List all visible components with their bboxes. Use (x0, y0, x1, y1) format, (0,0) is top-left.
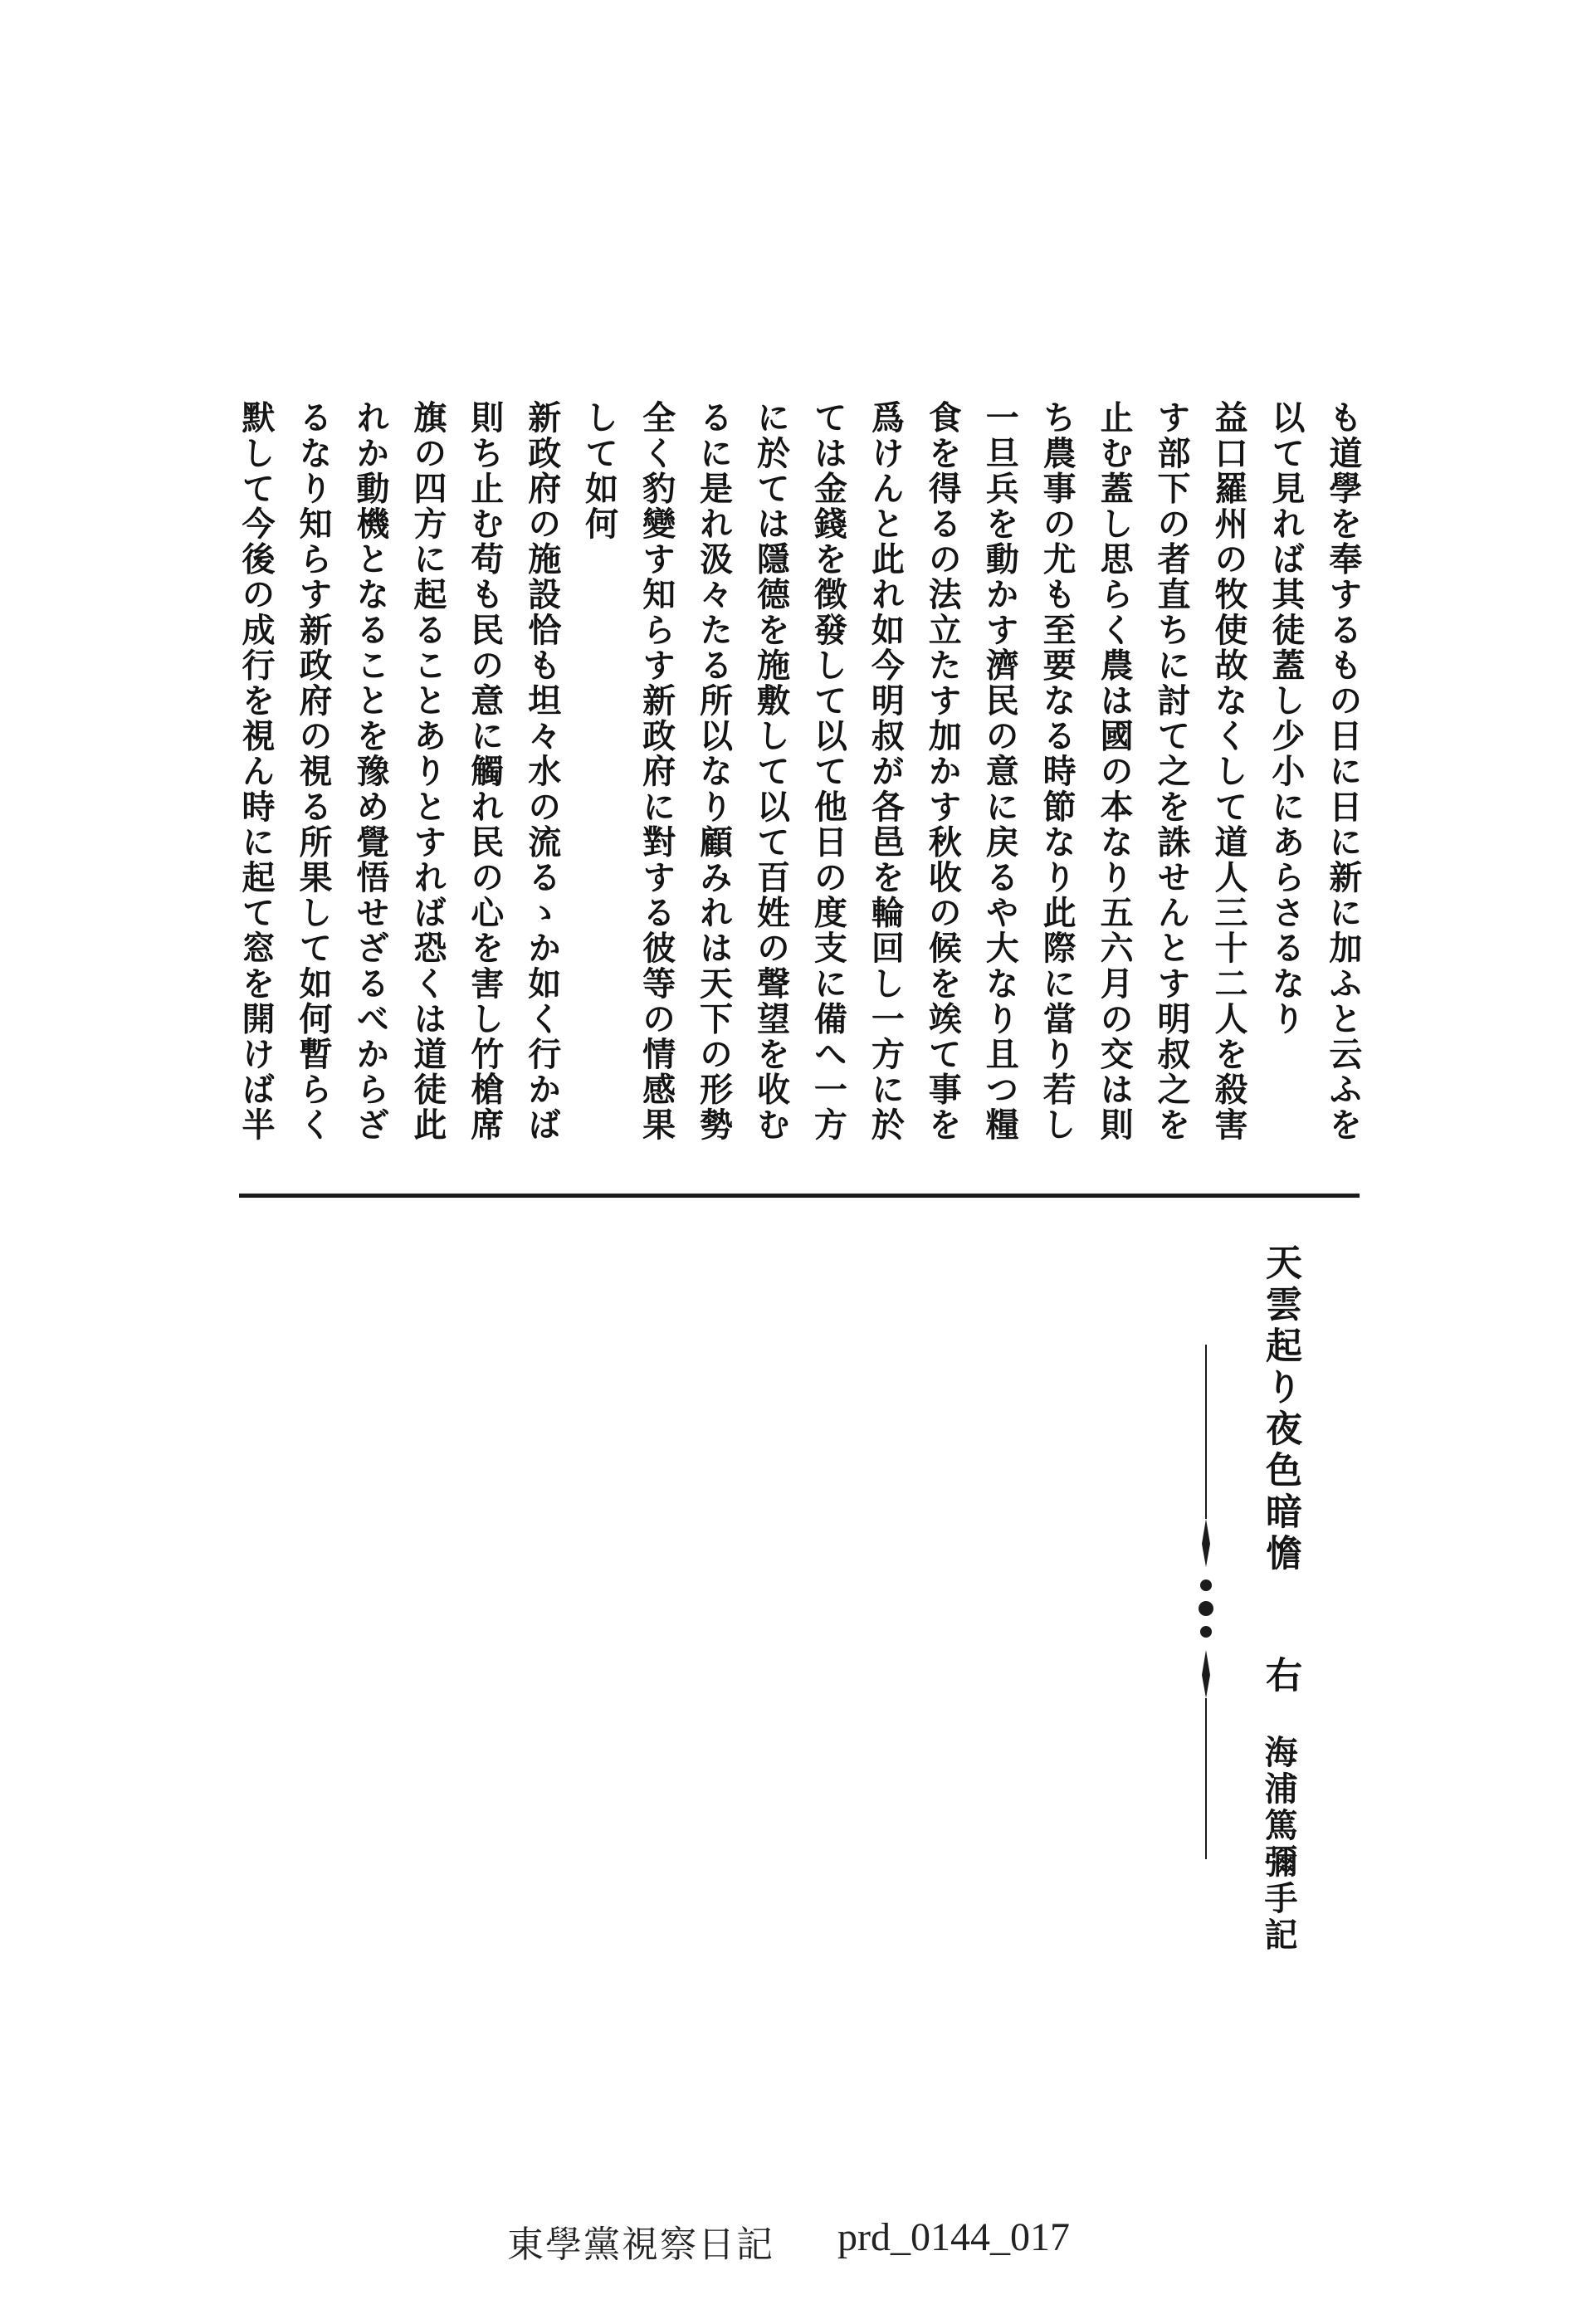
text-column: も道學を奉するもの日に日に新に加ふと云ふを (1323, 400, 1363, 1143)
text-column: 益口羅州の牧使故なくして道人三十二人を殺害 (1208, 400, 1248, 1143)
author-name: 海浦篤彌手記 (1259, 1735, 1298, 1954)
text-column: 一旦兵を動かす濟民の意に戻るや大なり且つ糧 (980, 400, 1020, 1143)
text-column: 則ち止む苟も民の意に觸れ民の心を害し竹槍席 (465, 400, 505, 1143)
text-column: 爲けんと此れ如今明叔が各邑を輪回し一方に於 (866, 400, 906, 1143)
text-column: に於ては隱德を施敷して以て百姓の聲望を收む (751, 400, 791, 1143)
text-column: るに是れ汲々たる所以なり顧みれは天下の形勢 (694, 400, 734, 1143)
footer-code: prd_0144_017 (837, 2215, 1070, 2259)
page-footer (0, 2214, 1577, 2268)
ornament-rule-icon (1194, 1345, 1218, 1859)
author-mark: 右 (1259, 1656, 1301, 1692)
text-column: 旗の四方に起ることありとすれば恐くは道徒此 (408, 400, 447, 1143)
text-column: るなり知らす新政府の視る所果して如何暫らく (293, 400, 333, 1143)
text-column: 全く豹變す知らす新政府に對する彼等の情感果 (637, 400, 676, 1143)
text-column: 新政府の施設恰も坦々水の流るゝか如く行かば (522, 400, 562, 1143)
section-title: 天雲起り夜色暗憺 (1259, 1243, 1301, 1575)
text-column: して如何 (579, 400, 619, 542)
footer-title: 東學黨視察日記 (507, 2224, 774, 2266)
text-column: 止む蓋し思らく農は國の本なり五六月の交は則 (1095, 400, 1135, 1143)
text-column: ては金錢を徴發して以て他日の度支に備へ一方 (808, 400, 848, 1143)
text-column: れか動機となることを豫め覺悟せざるべからざ (350, 400, 390, 1143)
text-column: 食を得るの法立たす加かす秋收の候を竢て事を (923, 400, 963, 1143)
section-divider (239, 1194, 1360, 1198)
text-column: 默して今後の成行を視ん時に起て窓を開けば半 (237, 400, 276, 1143)
text-column: ち農事の尤も至要なる時節なり此際に當り若し (1038, 400, 1077, 1143)
body-text (237, 400, 1363, 1172)
text-column: 以て見れば其徒蓋し少小にあらさるなり (1266, 400, 1306, 1037)
text-column: す部下の者直ちに討て之を誅せんとす明叔之を (1152, 400, 1191, 1143)
